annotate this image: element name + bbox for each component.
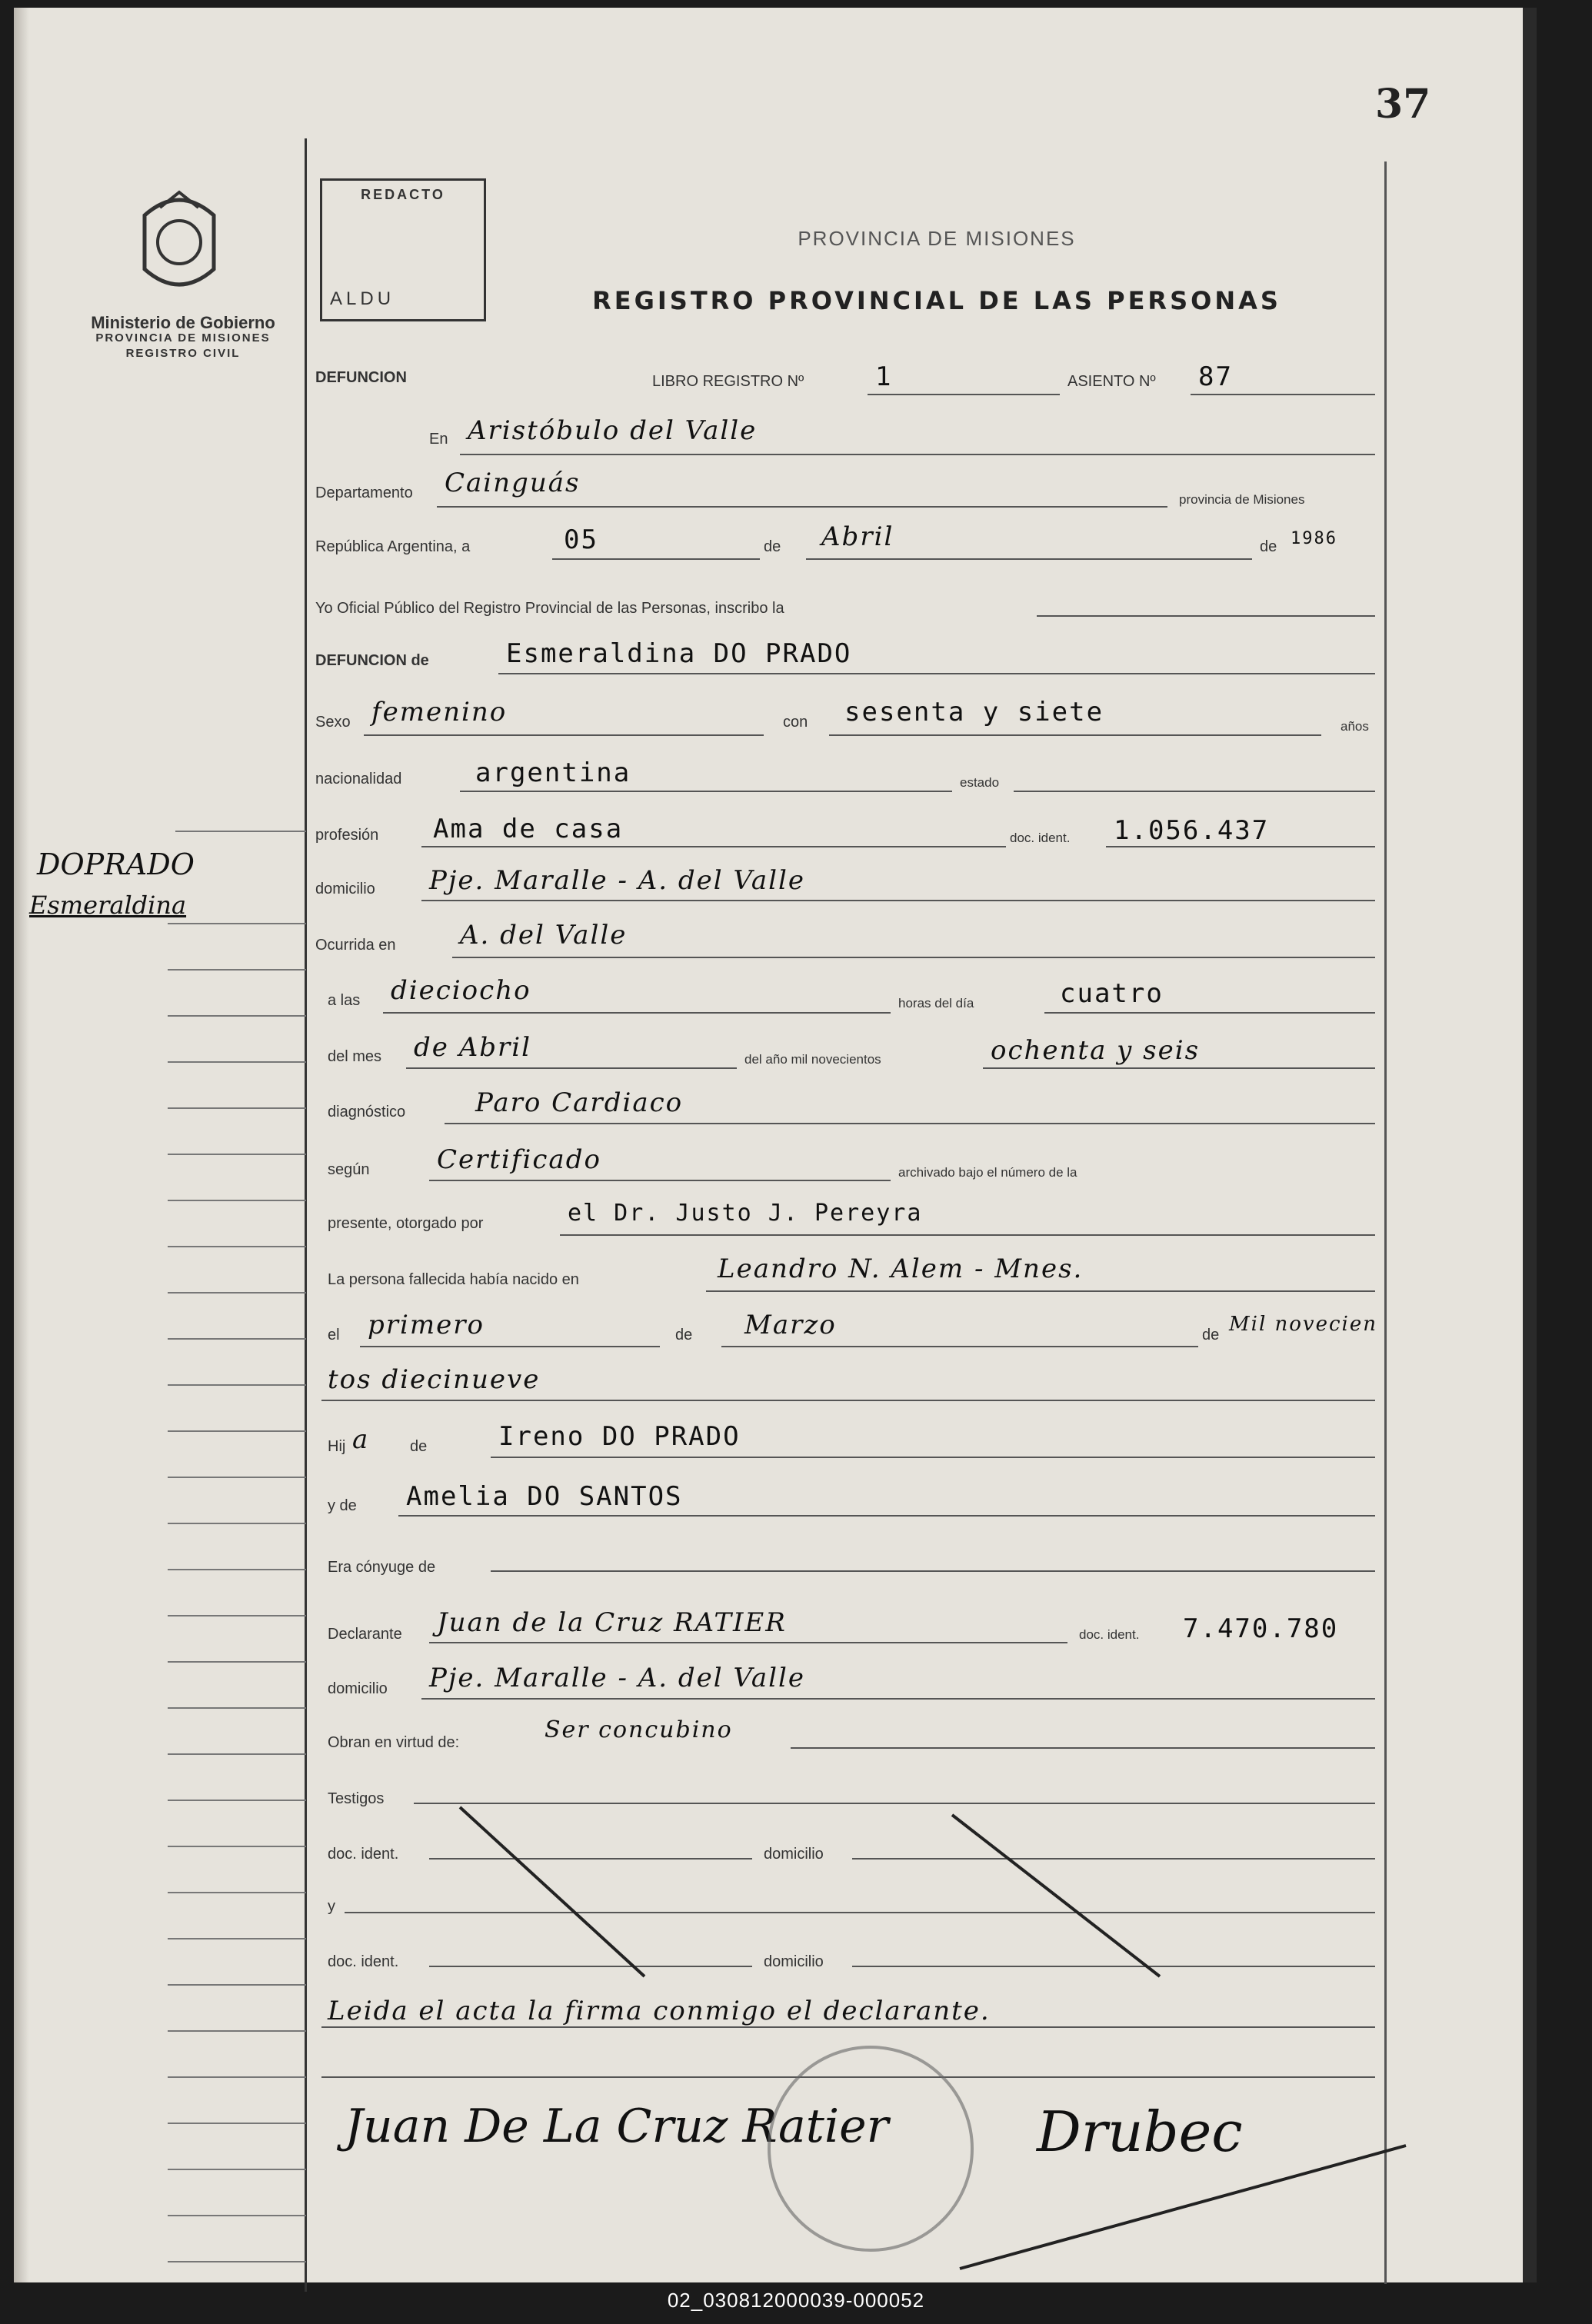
- left-margin-line: [305, 138, 307, 2292]
- nac-de-label: de: [675, 1327, 693, 1343]
- departamento-label: Departamento: [315, 484, 413, 501]
- page-binding: [14, 8, 29, 2282]
- defuncion-de-value: Esmeraldina DO PRADO: [506, 638, 852, 669]
- testigo1-domicilio-label: domicilio: [764, 1846, 824, 1863]
- libro-label: LIBRO REGISTRO Nº: [652, 373, 804, 390]
- presente-label: presente, otorgado por: [328, 1215, 484, 1232]
- anio-text-value: ochenta y seis: [991, 1035, 1201, 1066]
- nac-anio-value: Mil novecien: [1229, 1313, 1377, 1336]
- dia-value: 05: [564, 524, 598, 555]
- nacido-value: Leandro N. Alem - Mnes.: [718, 1254, 1084, 1284]
- diagnostico-label: diagnóstico: [328, 1104, 406, 1120]
- diagnostico-value: Paro Cardiaco: [475, 1087, 684, 1118]
- domicilio-value: Pje. Maralle - A. del Valle: [429, 865, 806, 896]
- nacionalidad-label: nacionalidad: [315, 771, 402, 787]
- presente-value: el Dr. Justo J. Pereyra: [568, 1200, 923, 1227]
- nac-dia-value: primero: [368, 1310, 485, 1340]
- leida-statement: Leida el acta la firma conmigo el declarante.: [328, 1996, 991, 2026]
- nac-anio-value-cont: tos diecinueve: [328, 1364, 541, 1395]
- declarante-doc-value: 7.470.780: [1183, 1613, 1339, 1644]
- departamento-value: Cainguás: [445, 468, 581, 498]
- de-label: de: [764, 538, 781, 555]
- side-surname: DOPRADO: [37, 847, 195, 881]
- provincia-label: provincia de Misiones: [1179, 492, 1305, 507]
- segun-label: según: [328, 1161, 370, 1178]
- side-given-name: Esmeraldina: [29, 891, 187, 920]
- conyuge-label: Era cónyuge de: [328, 1559, 436, 1576]
- defuncion-de-label: DEFUNCION de: [315, 652, 429, 669]
- ministry-heading: [45, 315, 321, 361]
- redacto-title: REDACTO: [361, 187, 445, 202]
- obran-value: Ser concubino: [545, 1716, 733, 1743]
- sexo-value: femenino: [371, 697, 508, 727]
- y-de-label: y de: [328, 1497, 357, 1514]
- en-label: En: [429, 431, 448, 448]
- declarante-value: Juan de la Cruz RATIER: [437, 1607, 787, 1638]
- en-value: Aristóbulo del Valle: [468, 415, 758, 446]
- asiento-label: ASIENTO Nº: [1067, 373, 1156, 390]
- ministry-province: PROVINCIA DE MISIONES: [95, 331, 271, 345]
- doc-label: doc. ident.: [1010, 831, 1071, 845]
- madre-value: Amelia DO SANTOS: [406, 1481, 683, 1512]
- mes-text-value: de Abril: [414, 1032, 532, 1063]
- signature-underline: [952, 2138, 1414, 2276]
- oficial-signature: Drubec: [1037, 2099, 1243, 2164]
- oficial-label: Yo Oficial Público del Registro Provincial de las Personas, inscribo la: [315, 600, 784, 617]
- declarante-domicilio-value: Pje. Maralle - A. del Valle: [429, 1663, 806, 1693]
- declarante-doc-label: doc. ident.: [1079, 1627, 1140, 1642]
- anios-label: años: [1341, 719, 1369, 734]
- segun-value: Certificado: [437, 1144, 601, 1175]
- profesion-value: Ama de casa: [433, 814, 624, 844]
- official-stamp: [768, 2046, 974, 2252]
- hijo-de-label: de: [410, 1438, 428, 1455]
- ocurrida-value: A. del Valle: [460, 920, 628, 951]
- redacto-value: ALDU: [330, 288, 395, 309]
- ocurrida-label: Ocurrida en: [315, 937, 396, 954]
- page-number: 37: [1375, 81, 1431, 128]
- defuncion-label: DEFUNCION: [315, 369, 407, 386]
- image-id-caption: 02_030812000039-000052: [667, 2289, 925, 2312]
- profesion-label: profesión: [315, 827, 379, 844]
- anio-mil-label: del año mil novecientos: [744, 1052, 881, 1067]
- libro-value: 1: [875, 361, 893, 392]
- con-label: con: [783, 714, 808, 731]
- hijo-suffix: a: [352, 1424, 370, 1455]
- declarante-signature: Juan De La Cruz Ratier: [345, 2099, 889, 2153]
- hijo-label: Hij: [328, 1438, 346, 1455]
- nacido-label: La persona fallecida había nacido en: [328, 1271, 579, 1288]
- mes-value: Abril: [821, 521, 894, 552]
- nacionalidad-value: argentina: [475, 757, 631, 788]
- declarante-label: Declarante: [328, 1626, 402, 1643]
- mes-label: del mes: [328, 1048, 382, 1065]
- edad-value: sesenta y siete: [844, 697, 1104, 727]
- el-label: el: [328, 1327, 340, 1343]
- testigo2-y-label: y: [328, 1898, 335, 1915]
- domicilio-label: domicilio: [315, 881, 375, 897]
- sexo-label: Sexo: [315, 714, 351, 731]
- coat-of-arms-icon: [129, 185, 229, 300]
- republica-label: República Argentina, a: [315, 538, 471, 555]
- padre-value: Ireno DO PRADO: [498, 1421, 741, 1452]
- registry-heading: REGISTRO PROVINCIAL DE LAS PERSONAS: [592, 286, 1281, 315]
- register-page: [14, 8, 1537, 2282]
- anio-label: de: [1260, 538, 1277, 555]
- ministry-name: Ministerio de Gobierno: [91, 313, 275, 332]
- anio-value: 1986: [1291, 529, 1337, 548]
- testigo1-doc-label: doc. ident.: [328, 1846, 399, 1863]
- horas-dia-label: horas del día: [898, 996, 974, 1011]
- redacto-box: [320, 178, 486, 321]
- obran-label: Obran en virtud de:: [328, 1734, 460, 1751]
- testigo2-domicilio-label: domicilio: [764, 1953, 824, 1970]
- nac-mes-value: Marzo: [744, 1310, 837, 1340]
- hora-value: dieciocho: [391, 975, 531, 1006]
- nac-anio-label: de: [1202, 1327, 1220, 1343]
- archivado-label: archivado bajo el número de la: [898, 1165, 1077, 1180]
- cancel-strokes: [445, 1792, 1183, 1992]
- testigo2-doc-label: doc. ident.: [328, 1953, 399, 1970]
- doc-value: 1.056.437: [1114, 815, 1270, 846]
- testigos-label: Testigos: [328, 1790, 385, 1807]
- dia-text-value: cuatro: [1060, 978, 1164, 1009]
- right-margin-line: [1384, 161, 1387, 2284]
- hora-label: a las: [328, 992, 361, 1009]
- ministry-office: REGISTRO CIVIL: [125, 347, 241, 360]
- asiento-value: 87: [1198, 361, 1233, 392]
- province-heading: PROVINCIA DE MISIONES: [798, 227, 1076, 250]
- estado-label: estado: [960, 775, 1000, 790]
- declarante-domicilio-label: domicilio: [328, 1680, 388, 1697]
